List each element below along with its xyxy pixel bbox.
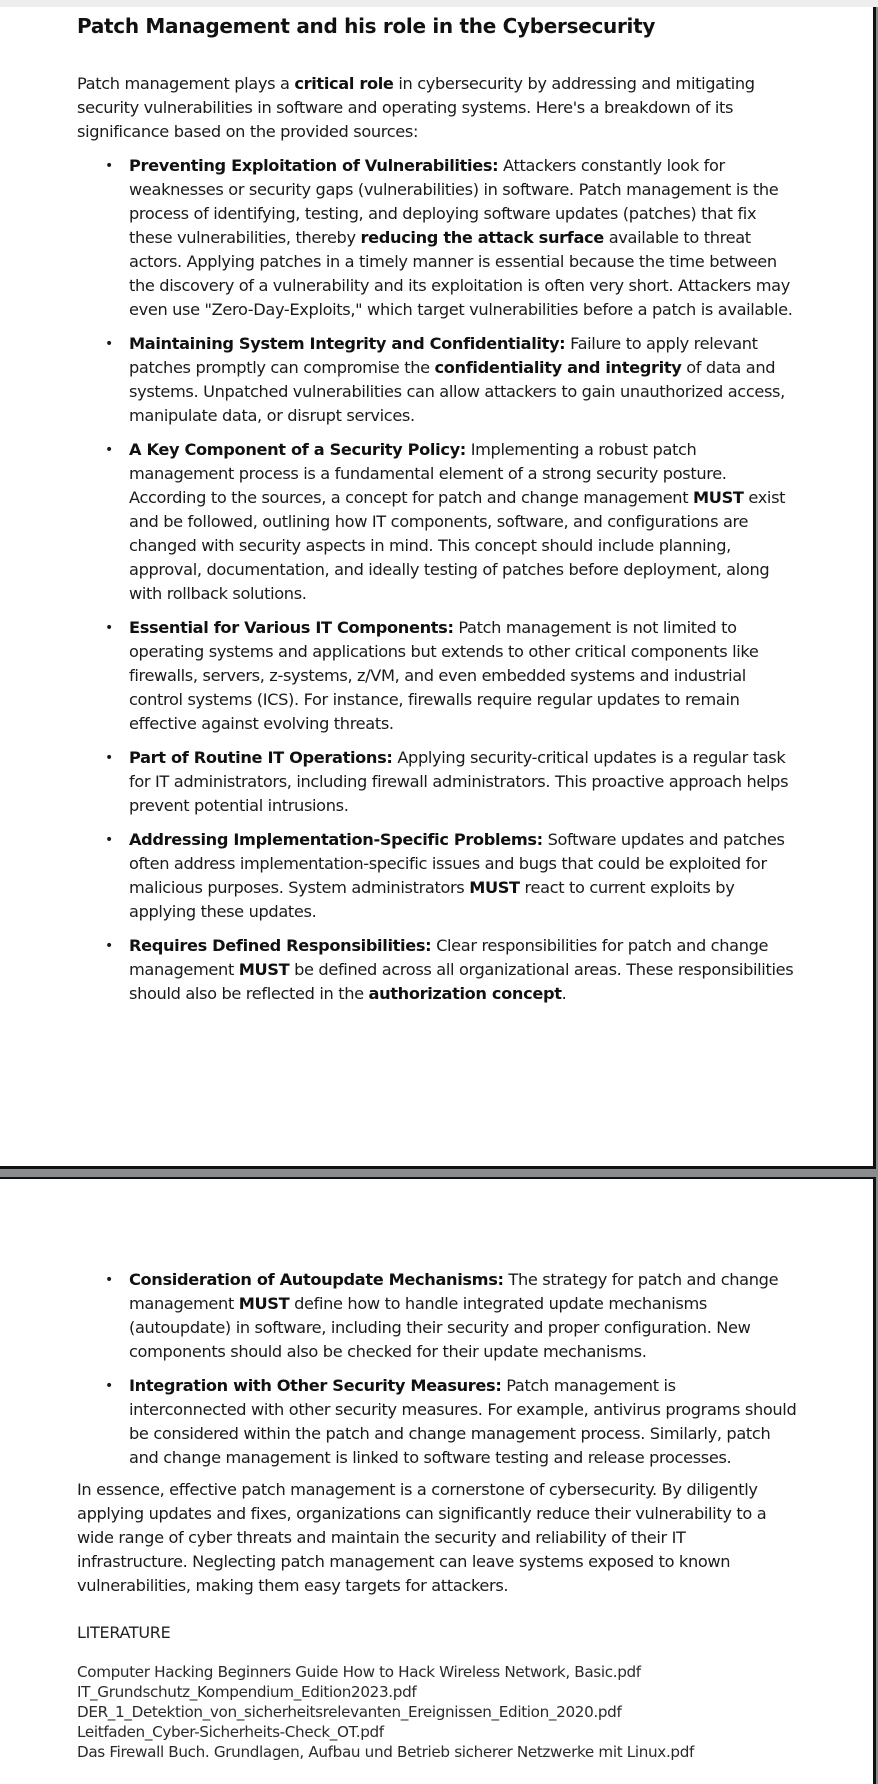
list-item-text: define how to handle integrated update mechanisms (autoupdate) in software, including their security and proper configuration. New components should also be checked for their update mechanisms. — [129, 1294, 751, 1361]
bullet-icon: • — [105, 442, 113, 458]
literature-item: Leitfaden_Cyber-Sicherheits-Check_OT.pdf — [77, 1723, 384, 1741]
literature-list — [77, 1662, 797, 1762]
list-item-text: . — [561, 984, 567, 1003]
bullet-icon: • — [105, 750, 113, 766]
list-item-text: exist and be followed, outlining how IT components, software, and configurations are changed with security aspects in mind. This concept should include planning, approval, documentation, and ideally testing of patches before deployment, along with rollback solutions. — [129, 488, 786, 603]
list-item — [77, 828, 797, 924]
bullet-icon: • — [105, 1378, 113, 1394]
literature-item: DER_1_Detektion_von_sicherheitsrelevanten_Ereignissen_Edition_2020.pdf — [77, 1703, 622, 1721]
list-item-text: Failure to apply relevant patches promptly can compromise the — [129, 334, 758, 377]
list-item — [77, 1268, 797, 1364]
list-item-heading: Preventing Exploitation of Vulnerabilities: — [129, 156, 499, 175]
literature-item: Computer Hacking Beginners Guide How to Hack Wireless Network, Basic.pdf — [77, 1663, 641, 1681]
key-points-list — [77, 154, 797, 1006]
list-item-text: react to current exploits by applying these updates. — [129, 878, 735, 921]
list-item — [77, 154, 797, 322]
list-item-text: Clear responsibilities for patch and change management — [129, 936, 769, 979]
bullet-icon: • — [105, 938, 113, 954]
list-item-heading: A Key Component of a Security Policy: — [129, 440, 466, 459]
page-1-content — [77, 13, 797, 1016]
page-break — [0, 1169, 878, 1177]
emphasis-text: MUST — [693, 488, 744, 507]
conclusion-paragraph: In essence, effective patch management is a cornerstone of cybersecurity. By diligently applying updates and fixes, organizations can significantly reduce their vulnerability to a wide range of cyber threats and maintain the security and reliability of their IT infrastructure. Neglecting patch management can leave systems exposed to known vulnerabilities, making them easy targets for attackers. — [77, 1480, 767, 1595]
list-item — [77, 332, 797, 428]
list-item-text: of data and systems. Unpatched vulnerabilities can allow attackers to gain unauthorized access, manipulate data, or disrupt services. — [129, 358, 785, 425]
list-item-heading: Part of Routine IT Operations: — [129, 748, 393, 767]
list-item-heading: Addressing Implementation-Specific Problems: — [129, 830, 543, 849]
list-item-text: The strategy for patch and change management — [129, 1270, 779, 1313]
key-points-list-continued — [77, 1268, 797, 1470]
list-item — [77, 616, 797, 736]
emphasis-text: MUST — [469, 878, 520, 897]
list-item — [77, 934, 797, 1006]
list-item-text: Software updates and patches often address implementation-specific issues and bugs that could be exploited for malicious purposes. System administrators — [129, 830, 785, 897]
literature-item: IT_Grundschutz_Kompendium_Edition2023.pdf — [77, 1683, 417, 1701]
document-title: Patch Management and his role in the Cybersecurity — [77, 14, 656, 38]
list-item-text: Attackers constantly look for weaknesses or security gaps (vulnerabilities) in software. Patch management is the process of identifying, testing, and deploying software updates (patches) that fix these vulnerabilities, thereby — [129, 156, 779, 247]
emphasis-text: reducing the attack surface — [360, 228, 604, 247]
document-page-1 — [0, 7, 876, 1169]
list-item-text: available to threat actors. Applying patches in a timely manner is essential because the time between the discovery of a vulnerability and its exploitation is often very short. Attackers may even use "Zero-Day-Exploits," which target vulnerabilities before a patch is available. — [129, 228, 793, 319]
document-page-2 — [0, 1177, 876, 1784]
list-item — [77, 438, 797, 606]
bullet-icon: • — [105, 336, 113, 352]
list-item-text: Patch management is not limited to operating systems and applications but extends to other critical components like firewalls, servers, z-systems, z/VM, and even embedded systems and industrial control systems (ICS). For instance, firewalls require regular updates to remain effective against evolving threats. — [129, 618, 759, 733]
intro-emphasis: critical role — [294, 74, 394, 93]
list-item — [77, 1374, 797, 1470]
emphasis-text: MUST — [238, 1294, 290, 1313]
list-item-text: Patch management is interconnected with other security measures. For example, antivirus programs should be considered within the patch and change management process. Similarly, patch and change management is linked to software testing and release processes. — [129, 1376, 797, 1467]
emphasis-text: confidentiality and integrity — [434, 358, 682, 377]
list-item-text: be defined across all organizational areas. These responsibilities should also be reflected in the — [129, 960, 794, 1003]
list-item-heading: Integration with Other Security Measures: — [129, 1376, 502, 1395]
list-item-heading: Consideration of Autoupdate Mechanisms: — [129, 1270, 504, 1289]
intro-paragraph: Patch management plays a critical role in cybersecurity by addressing and mitigating security vulnerabilities in software and operating systems. Here's a breakdown of its significance based on the provided sources: — [77, 74, 755, 141]
bullet-icon: • — [105, 1272, 113, 1288]
page-2-content — [77, 1268, 797, 1762]
bullet-icon: • — [105, 158, 113, 174]
literature-item: Das Firewall Buch. Grundlagen, Aufbau und Betrieb sicherer Netzwerke mit Linux.pdf — [77, 1743, 695, 1761]
list-item-text: Implementing a robust patch management process is a fundamental element of a strong security posture. According to the sources, a concept for patch and change management — [129, 440, 727, 507]
list-item-text: Applying security-critical updates is a regular task for IT administrators, including firewall administrators. This proactive approach helps prevent potential intrusions. — [129, 748, 789, 815]
emphasis-text: MUST — [238, 960, 290, 979]
list-item — [77, 746, 797, 818]
list-item-heading: Requires Defined Responsibilities: — [129, 936, 432, 955]
viewer-top-strip — [0, 0, 878, 7]
emphasis-text: authorization concept — [368, 984, 562, 1003]
list-item-heading: Essential for Various IT Components: — [129, 618, 454, 637]
bullet-icon: • — [105, 620, 113, 636]
list-item-heading: Maintaining System Integrity and Confidentiality: — [129, 334, 566, 353]
literature-heading: LITERATURE — [77, 1623, 171, 1642]
bullet-icon: • — [105, 832, 113, 848]
